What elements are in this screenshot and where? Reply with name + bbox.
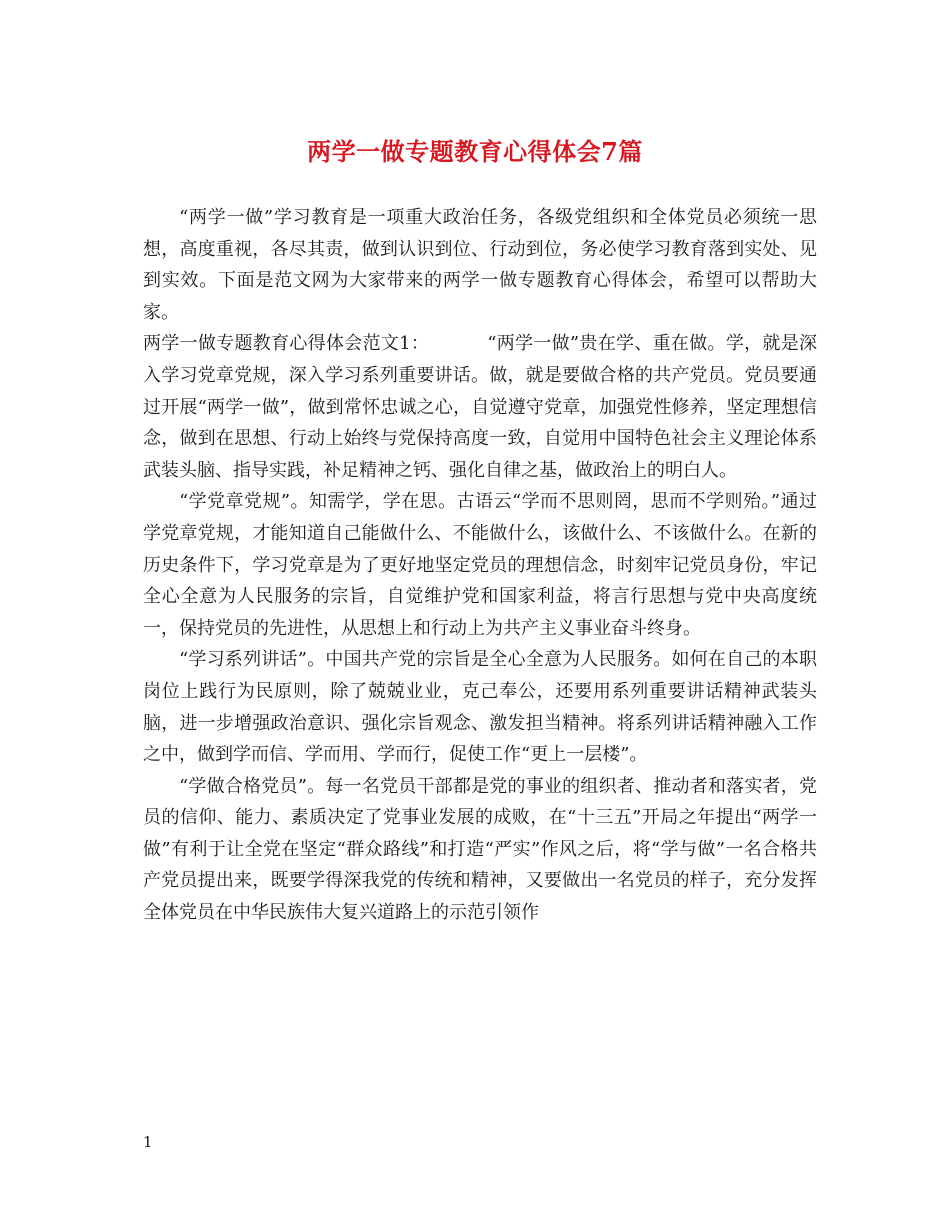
section-label: 两学一做专题教育心得体会范文1： [143, 333, 430, 355]
body-paragraph-party-rules: “学党章党规”。知需学，学在思。古语云“学而不思则罔，思而不学则殆。”通过学党章党规，才能知道自己能做什么、不能做什么，该做什么、不该做什么。在新的历史条件下，学习党章是为了更好地坚定党员的理想信念，时刻牢记党员身份，牢记全心全意为人民服务的宗旨，自觉维护党和国家利益，将言行思想与党中央高度统一，保持党员的先进性，从思想上和行动上为共产主义事业奋斗终身。 [143, 491, 817, 639]
page-number: 1 [143, 1133, 153, 1151]
intro-paragraph: “两学一做”学习教育是一项重大政治任务，各级党组织和全体党员必须统一思想，高度重视，各尽其责，做到认识到位、行动到位，务必使学习教育落到实处、见到实效。下面是范文网为大家带来的两学一做专题教育心得体会，希望可以帮助大家。 [143, 207, 817, 323]
section-lead-text: “两学一做”贵在学、重在做。学，就是深入学习党章党规，深入学习系列重要讲话。做，就是要做合格的共产党员。党员要通过开展“两学一做”，做到常怀忠诚之心，自觉遵守党章，加强党性修养，坚定理想信念，做到在思想、行动上始终与党保持高度一致，自觉用中国特色社会主义理论体系武装头脑、指导实践，补足精神之钙、强化自律之基，做政治上的明白人。 [143, 333, 818, 481]
body-paragraph-speeches: “学习系列讲话”。中国共产党的宗旨是全心全意为人民服务。如何在自己的本职岗位上践行为民原则，除了兢兢业业，克己奉公，还要用系列重要讲话精神武装头脑，进一步增强政治意识、强化宗旨观念、激发担当精神。将系列讲话精神融入工作之中，做到学而信、学而用、学而行，促使工作“更上一层楼”。 [143, 649, 817, 766]
document-title: 两学一做专题教育心得体会7篇 [307, 137, 643, 166]
document-body [143, 202, 817, 929]
section-paragraph [143, 328, 817, 486]
body-paragraph-qualified-member: “学做合格党员”。每一名党员干部都是党的事业的组织者、推动者和落实者，党员的信仰、能力、素质决定了党事业发展的成败，在“十三五”开局之年提出“两学一做”有利于让全党在坚定“群众路线”和打造“严实”作风之后，将“学与做”一名合格共产党员提出来，既要学得深我党的传统和精神，又要做出一名党员的样子，充分发挥全体党员在中华民族伟大复兴道路上的示范引领作 [143, 775, 817, 924]
